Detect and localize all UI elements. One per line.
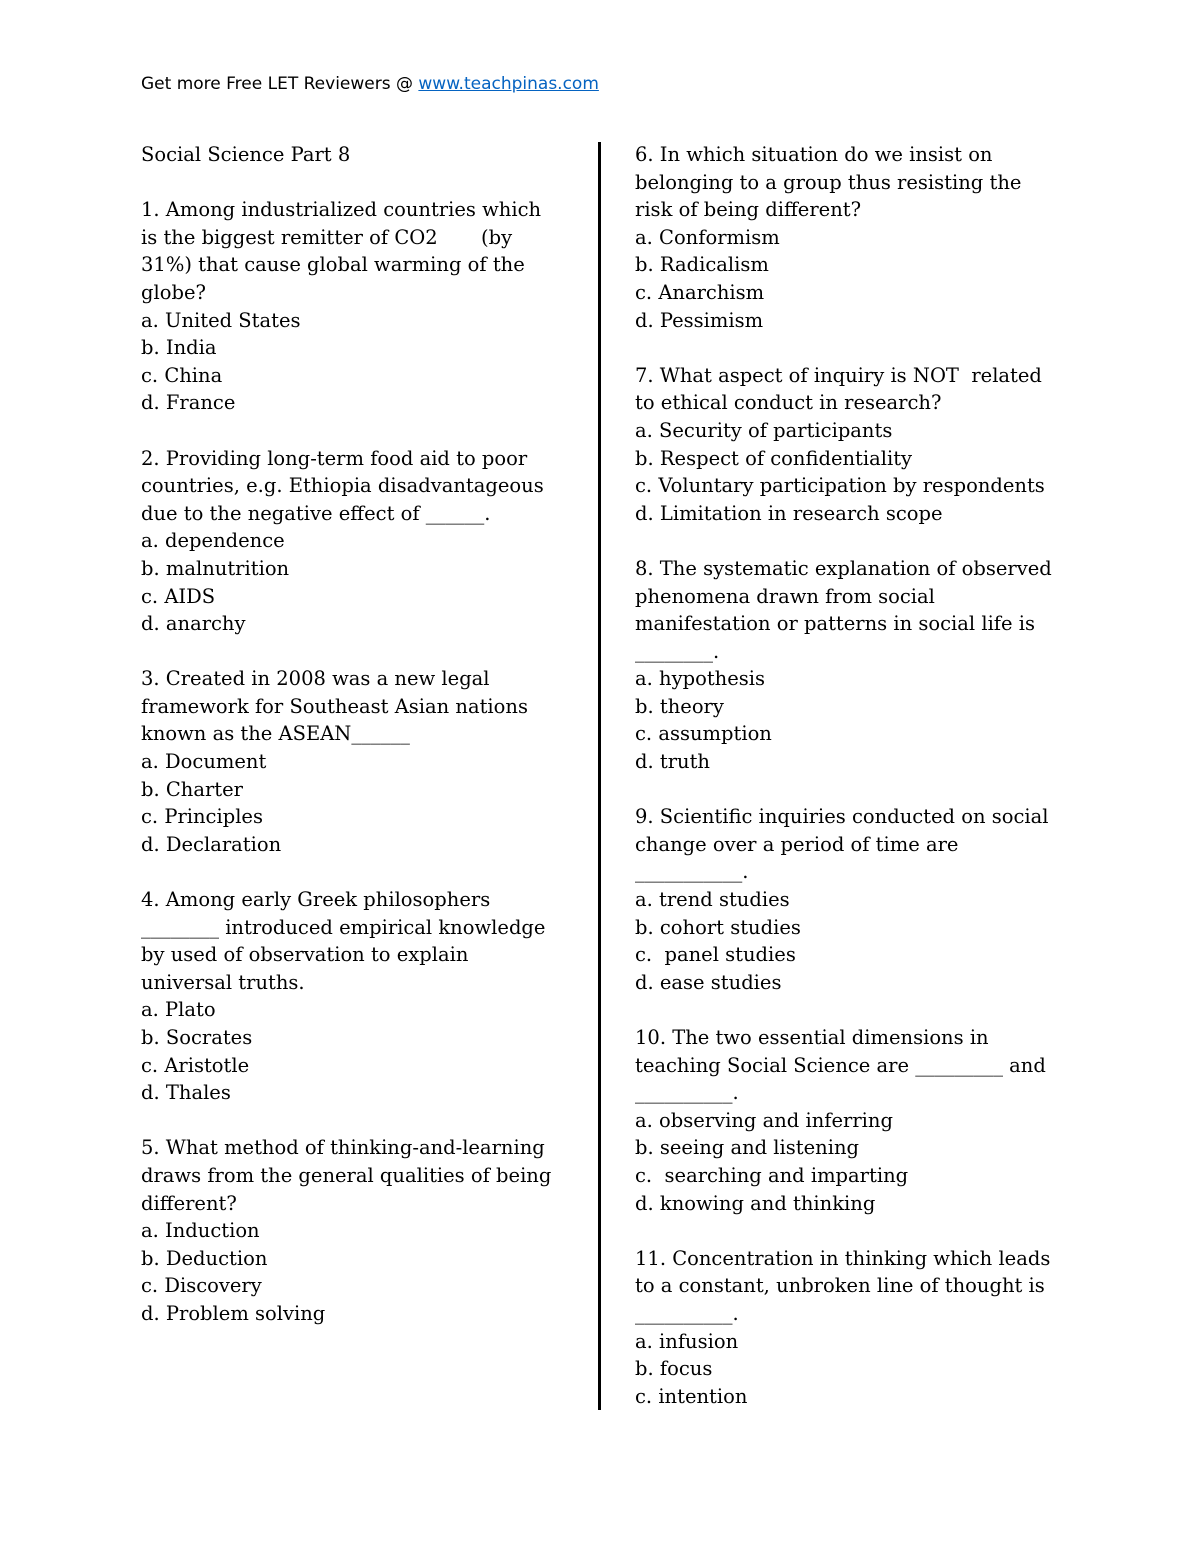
answer-option: a. dependence: [141, 529, 285, 553]
answer-option: a. observing and inferring: [635, 1108, 893, 1132]
answer-option: d. anarchy: [141, 612, 246, 636]
question-text: globe?: [141, 280, 206, 304]
question-text: by used of observation to explain: [141, 943, 469, 967]
answer-option: a. Induction: [141, 1219, 260, 1243]
question-text: 11. Concentration in thinking which leads: [635, 1246, 1051, 1270]
answer-option: c. AIDS: [141, 584, 216, 608]
answer-option: a. Security of participants: [635, 418, 893, 442]
right-column: [635, 141, 1095, 1410]
answer-option: d. Problem solving: [141, 1301, 326, 1325]
spacer: [635, 776, 1095, 804]
question-text: __________.: [635, 1081, 739, 1105]
question-text: universal truths.: [141, 970, 305, 994]
header-link[interactable]: www.teachpinas.com: [418, 74, 599, 94]
answer-option: a. hypothesis: [635, 667, 766, 691]
question-text: 9. Scientific inquiries conducted on social: [635, 805, 1049, 829]
question-block: [141, 445, 571, 638]
question-text: 6. In which situation do we insist on: [635, 143, 993, 166]
answer-option: d. France: [141, 391, 236, 415]
question-text: change over a period of time are: [635, 832, 959, 856]
question-text: ________ introduced empirical knowledge: [141, 915, 546, 939]
answer-option: d. ease studies: [635, 970, 782, 994]
spacer: [141, 1107, 571, 1135]
left-column: [141, 141, 571, 1328]
spacer: [635, 527, 1095, 555]
question-block: [635, 555, 1095, 776]
question-text: 31%) that cause global warming of the: [141, 253, 525, 277]
answer-option: d. knowing and thinking: [635, 1191, 876, 1215]
question-text: due to the negative effect of ______.: [141, 501, 491, 525]
answer-option: c. Discovery: [141, 1274, 262, 1298]
question-text: to a constant, unbroken line of thought is: [635, 1274, 1045, 1298]
answer-option: c. panel studies: [635, 943, 796, 967]
question-text: ________.: [635, 639, 720, 663]
question-text: framework for Southeast Asian nations: [141, 694, 528, 718]
answer-option: a. Document: [141, 750, 267, 774]
left-question-list: [141, 196, 571, 1327]
answer-option: d. Thales: [141, 1081, 231, 1105]
question-text: teaching Social Science are _________ and: [635, 1053, 1046, 1077]
answer-option: c. Principles: [141, 805, 263, 829]
question-block: [635, 141, 1095, 334]
answer-option: d. Limitation in research scope: [635, 501, 943, 525]
right-question-list: [635, 141, 1095, 1410]
answer-option: b. malnutrition: [141, 556, 290, 580]
spacer: [141, 638, 571, 666]
answer-option: c. China: [141, 363, 223, 387]
question-text: known as the ASEAN______: [141, 722, 410, 746]
answer-option: b. focus: [635, 1357, 713, 1381]
question-block: [141, 196, 571, 417]
answer-option: b. Socrates: [141, 1026, 253, 1049]
question-text: risk of being different?: [635, 198, 862, 222]
question-text: __________.: [635, 1301, 739, 1325]
header-prefix: Get more Free LET Reviewers @: [141, 74, 419, 94]
answer-option: c. assumption: [635, 722, 772, 746]
answer-option: a. infusion: [635, 1329, 739, 1353]
answer-option: c. Anarchism: [635, 280, 765, 304]
column-divider: [598, 142, 601, 1410]
answer-option: a. Plato: [141, 998, 216, 1022]
question-text: 1. Among industrialized countries which: [141, 198, 542, 222]
answer-option: b. seeing and listening: [635, 1136, 860, 1160]
question-text: manifestation or patterns in social life is: [635, 612, 1036, 636]
spacer: [141, 858, 571, 886]
answer-option: b. Radicalism: [635, 253, 769, 277]
question-text: phenomena drawn from social: [635, 584, 935, 608]
answer-option: b. cohort studies: [635, 915, 801, 939]
answer-option: a. trend studies: [635, 888, 790, 912]
question-block: [141, 886, 571, 1107]
question-block: [141, 665, 571, 858]
question-text: 5. What method of thinking-and-learning: [141, 1136, 545, 1160]
question-text: 10. The two essential dimensions in: [635, 1026, 989, 1049]
question-text: draws from the general qualities of being: [141, 1163, 552, 1187]
answer-option: b. Respect of confidentiality: [635, 446, 913, 470]
answer-option: b. Charter: [141, 777, 244, 801]
question-text: countries, e.g. Ethiopia disadvantageous: [141, 474, 544, 498]
answer-option: d. Declaration: [141, 832, 282, 856]
page-header: [141, 72, 599, 96]
question-block: [635, 1024, 1095, 1217]
page-title: Social Science Part 8: [141, 143, 351, 166]
answer-option: a. United States: [141, 308, 301, 332]
answer-option: b. India: [141, 336, 217, 360]
answer-option: d. Pessimism: [635, 308, 764, 332]
question-block: [635, 803, 1095, 996]
question-text: ___________.: [635, 860, 749, 884]
answer-option: b. Deduction: [141, 1246, 268, 1270]
question-text: 7. What aspect of inquiry is NOT related: [635, 363, 1042, 387]
answer-option: c. intention: [635, 1384, 748, 1408]
question-text: 2. Providing long-term food aid to poor: [141, 446, 528, 470]
question-text: is the biggest remitter of CO2 (by: [141, 225, 513, 249]
answer-option: b. theory: [635, 694, 724, 718]
spacer: [635, 996, 1095, 1024]
spacer: [635, 1217, 1095, 1245]
question-block: [635, 1245, 1095, 1411]
question-text: to ethical conduct in research?: [635, 391, 942, 415]
question-block: [141, 1134, 571, 1327]
spacer: [141, 417, 571, 445]
answer-option: a. Conformism: [635, 225, 780, 249]
question-text: belonging to a group thus resisting the: [635, 170, 1022, 194]
question-text: 4. Among early Greek philosophers: [141, 888, 491, 912]
spacer: [141, 169, 571, 197]
spacer: [635, 334, 1095, 362]
answer-option: d. truth: [635, 750, 710, 774]
answer-option: c. Aristotle: [141, 1053, 250, 1077]
question-text: 8. The systematic explanation of observed: [635, 556, 1052, 580]
question-text: 3. Created in 2008 was a new legal: [141, 667, 490, 691]
question-text: different?: [141, 1191, 237, 1215]
answer-option: c. Voluntary participation by respondents: [635, 474, 1045, 498]
question-block: [635, 362, 1095, 528]
answer-option: c. searching and imparting: [635, 1163, 909, 1187]
